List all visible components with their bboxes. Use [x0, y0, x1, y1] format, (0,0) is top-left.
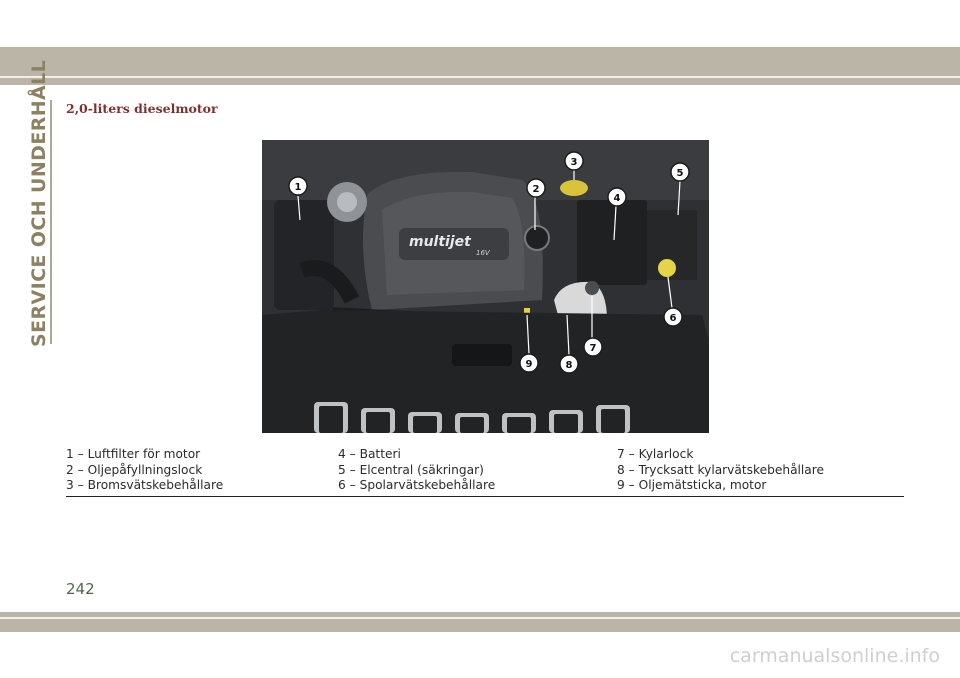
engine-sublogo-text: 16V [476, 249, 490, 257]
svg-text:9: 9 [525, 359, 533, 370]
callout-8 [560, 355, 578, 373]
legend-item: 1 – Luftfilter för motor [66, 447, 201, 461]
legend-item: 7 – Kylarlock [617, 447, 694, 461]
sidebar-title-underline [50, 100, 52, 344]
sidebar-section-title: SERVICE OCH UNDERHÅLL [28, 59, 50, 347]
callout-2 [527, 179, 545, 197]
legend-item: 6 – Spolarvätskebehållare [338, 478, 496, 492]
footer-band [0, 612, 960, 632]
legend-column-2 [338, 447, 495, 494]
callout-6 [664, 308, 682, 326]
component-legend [66, 447, 904, 497]
legend-column-1 [66, 447, 223, 494]
svg-text:2: 2 [532, 184, 540, 195]
legend-item: 8 – Trycksatt kylarvätskebehållare [617, 462, 825, 477]
callout-7 [584, 338, 602, 356]
svg-text:7: 7 [589, 343, 597, 354]
legend-item: 4 – Batteri [338, 447, 401, 461]
section-heading: 2,0-liters dieselmotor [66, 101, 218, 116]
watermark-text: carmanualsonline.info [729, 645, 940, 667]
engine-bay-photo [262, 140, 709, 433]
legend-item: 5 – Elcentral (säkringar) [338, 462, 484, 477]
page-number: 242 [66, 580, 95, 598]
callout-5 [671, 163, 689, 181]
callout-9 [520, 354, 538, 372]
callout-1 [289, 177, 307, 195]
svg-text:8: 8 [565, 360, 573, 371]
callout-4 [608, 188, 626, 206]
svg-text:5: 5 [676, 168, 684, 179]
legend-column-3 [617, 447, 824, 494]
svg-text:4: 4 [613, 193, 621, 204]
legend-item: 3 – Bromsvätskebehållare [66, 478, 224, 492]
legend-item: 9 – Oljemätsticka, motor [617, 478, 767, 492]
callout-3 [565, 152, 583, 170]
svg-text:1: 1 [294, 182, 302, 193]
legend-item: 2 – Oljepåfyllningslock [66, 462, 203, 477]
footer-band-rule [0, 617, 960, 619]
svg-text:3: 3 [570, 157, 578, 168]
header-band [0, 47, 960, 85]
header-band-rule [0, 76, 960, 78]
svg-text:6: 6 [669, 313, 677, 324]
engine-logo-text: multijet [409, 234, 471, 250]
